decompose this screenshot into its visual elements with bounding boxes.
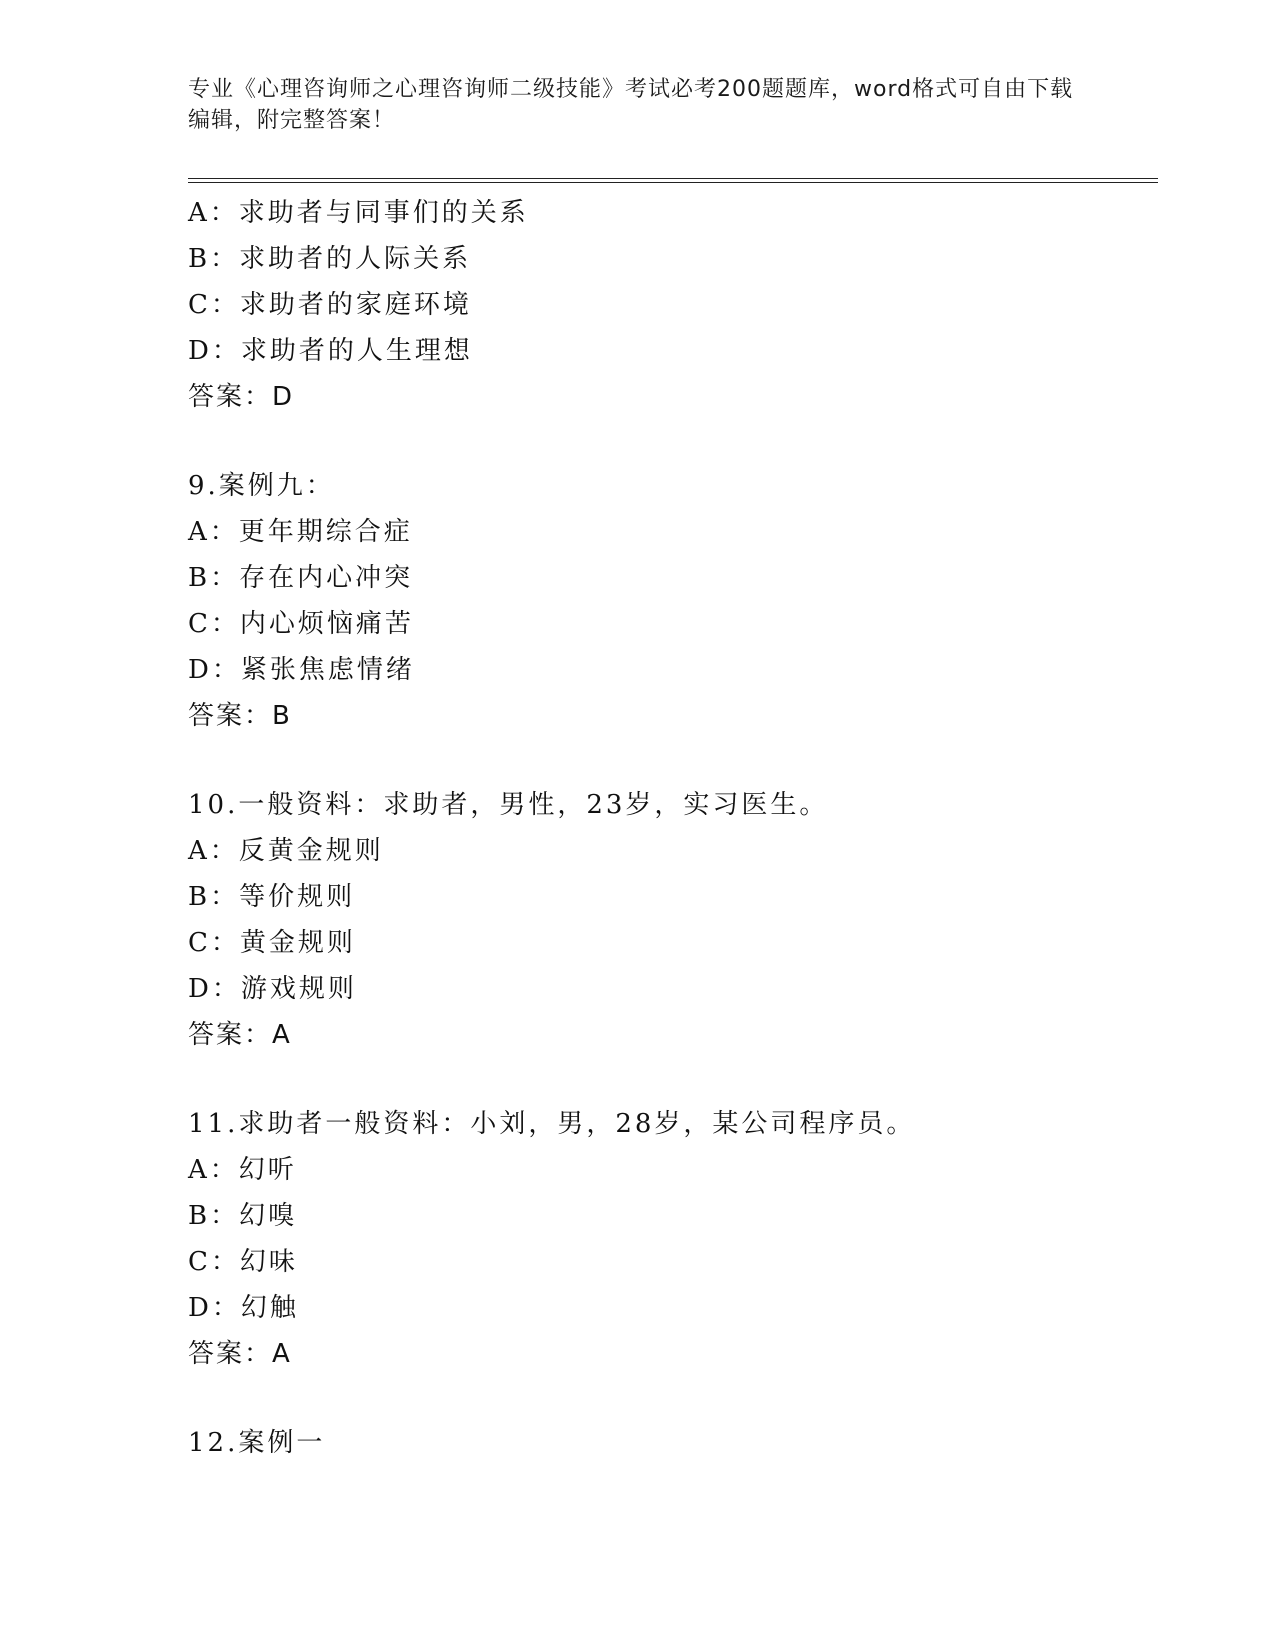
option-a: A：更年期综合症	[188, 517, 413, 547]
question-title: 10.一般资料：求助者，男性，23岁，实习医生。	[188, 790, 829, 820]
question-12	[188, 1420, 1188, 1466]
document-header: 专业《心理咨询师之心理咨询师二级技能》考试必考200题题库，word格式可自由下载编辑，附完整答案！	[188, 77, 1074, 133]
answer: 答案：D	[188, 382, 295, 412]
option-a: A：反黄金规则	[188, 836, 384, 866]
question-11	[188, 1101, 1188, 1377]
option-c: C：幻味	[188, 1247, 298, 1277]
question-8	[188, 190, 1188, 420]
answer: 答案：A	[188, 1020, 292, 1050]
option-a: A：求助者与同事们的关系	[188, 198, 529, 228]
option-c: C：黄金规则	[188, 928, 356, 958]
option-a: A：幻听	[188, 1155, 297, 1185]
option-b: B：等价规则	[188, 882, 356, 912]
option-d: D：求助者的人生理想	[188, 336, 473, 366]
answer: 答案：A	[188, 1339, 292, 1369]
option-b: B：求助者的人际关系	[188, 244, 472, 274]
option-b: B：幻嗅	[188, 1201, 298, 1231]
question-9	[188, 463, 1188, 739]
option-c: C：求助者的家庭环境	[188, 290, 472, 320]
question-title: 12.案例一	[188, 1428, 326, 1458]
question-10	[188, 782, 1188, 1058]
question-list	[188, 190, 1188, 1466]
question-title: 9.案例九：	[188, 471, 335, 501]
option-d: D：幻触	[188, 1293, 299, 1323]
option-d: D：紧张焦虑情绪	[188, 655, 415, 685]
question-title: 11.求助者一般资料：小刘，男，28岁，某公司程序员。	[188, 1109, 916, 1139]
answer: 答案：B	[188, 701, 292, 731]
option-d: D：游戏规则	[188, 974, 357, 1004]
option-b: B：存在内心冲突	[188, 563, 414, 593]
header-divider	[188, 178, 1158, 183]
option-c: C：内心烦恼痛苦	[188, 609, 414, 639]
